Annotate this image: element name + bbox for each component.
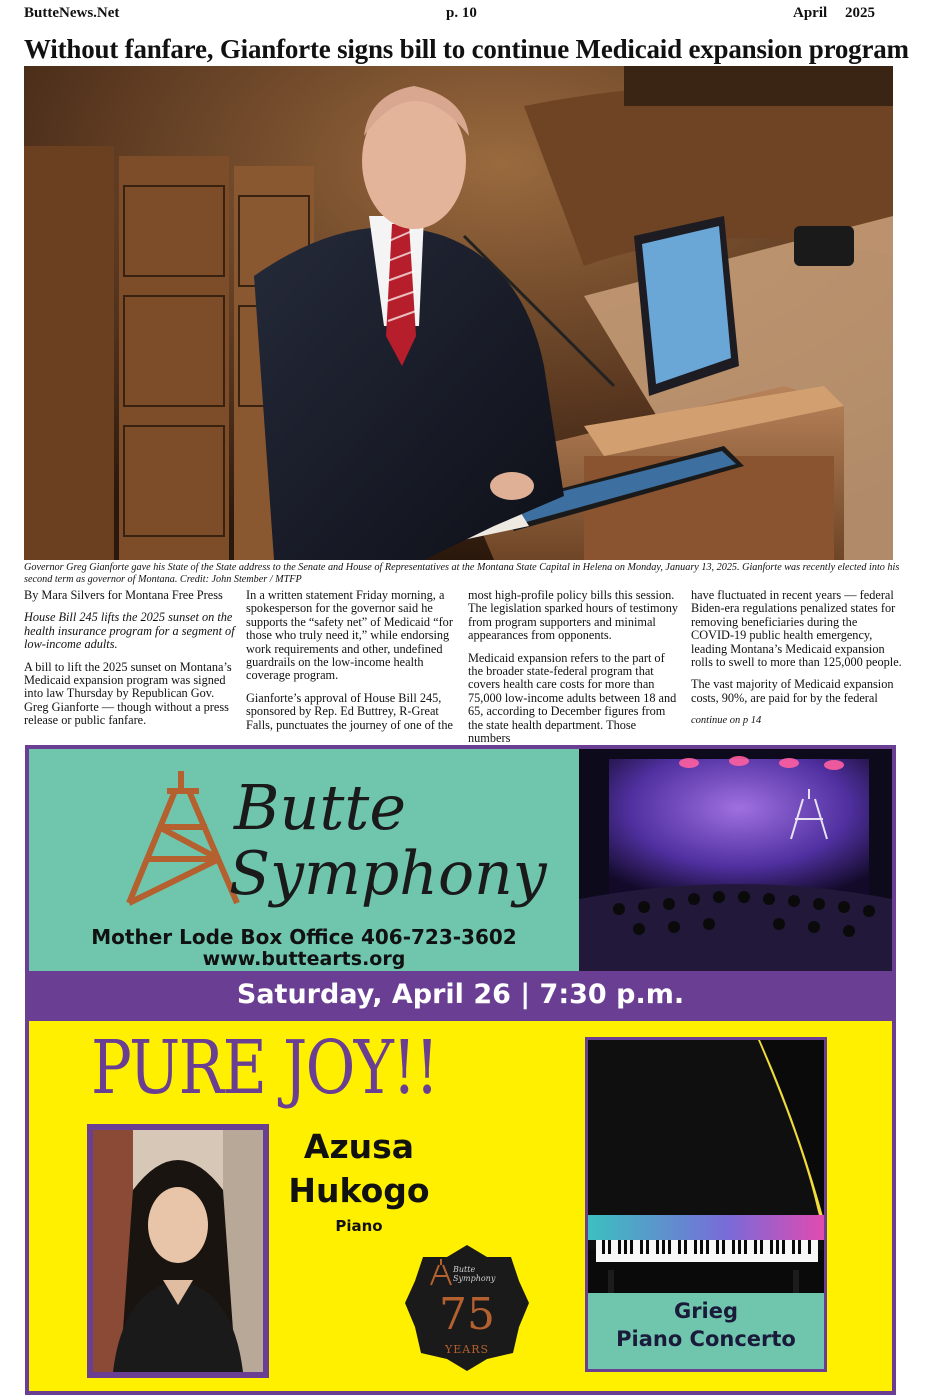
orchestra-photo	[579, 749, 892, 971]
concert-title: PURE JOY!!	[91, 1025, 438, 1111]
badge-org-name: Butte Symphony	[453, 1265, 496, 1283]
site-name: ButteNews.Net	[24, 5, 120, 21]
article-paragraph: A bill to lift the 2025 sunset on Montana’s Medicaid expansion program was signed into law Thursday by Republican Gov. Greg Gianforte — though without a press release or public fanfare.	[24, 659, 232, 728]
concert-datetime: Saturday, April 26 | 7:30 p.m.	[29, 971, 892, 1019]
article-paragraph: most high-profile policy bills this session. The legislation sparked hours of testimony from program supporters and minimal appearances from opponents.	[468, 588, 679, 643]
issue-year: 2025	[845, 5, 875, 21]
artist-first-name: Azusa	[303, 1127, 415, 1166]
photo-caption: Governor Greg Gianforte gave his State of the State address to the Senate and House of Representatives at the Montana State Capital in Helena on Monday, January 13, 2025. Gianforte was recently elected into his second term as governor of Montana. Credit: John Stember / MTFP	[24, 562, 900, 585]
article-column-2	[246, 589, 458, 741]
article-paragraph: have fluctuated in recent years — federal Biden-era regulations penalized states for removing beneficiaries during the COVID-19 public health emergency, leading Montana’s Medicaid expansion rolls to swell to more than 125,000 people.	[691, 588, 902, 670]
article-headline: Without fanfare, Gianforte signs bill to continue Medicaid expansion program	[24, 34, 909, 64]
symphony-name-line1: Butte	[234, 771, 407, 844]
symphony-logo-panel	[29, 749, 579, 971]
symphony-advertisement	[25, 745, 896, 1395]
featured-work	[588, 1297, 824, 1353]
article-column-4	[691, 589, 903, 728]
website-link[interactable]: www.buttearts.org	[202, 948, 406, 970]
issue-month: April	[793, 5, 828, 21]
article-paragraph: In a written statement Friday morning, a spokesperson for the governor said he supports the “safety net” of Medicaid “for those who truly need it,” while endorsing work requirements and other, undefined guardrails on the low-income health coverage program.	[246, 588, 453, 683]
continue-link[interactable]: continue on p 14	[691, 715, 762, 727]
symphony-name-line2: Symphony	[229, 839, 547, 909]
article-column-1	[24, 589, 236, 737]
artist-instrument: Piano	[335, 1217, 383, 1235]
badge-years: YEARS	[444, 1343, 490, 1356]
concert-details-panel	[29, 1021, 892, 1391]
article-paragraph: The vast majority of Medicaid expansion costs, 90%, are paid for by the federal	[691, 677, 894, 705]
badge-number: 75	[439, 1289, 495, 1340]
piano-artwork	[585, 1037, 827, 1372]
piano-illustration	[588, 1040, 824, 1293]
article-column-3	[468, 589, 680, 754]
article-dek: House Bill 245 lifts the 2025 sunset on the health insurance program for a segment of low-income adults.	[24, 610, 235, 652]
article-paragraph: Medicaid expansion refers to the part of the broader state-federal program that covers health care costs for more than 75,000 low-income adults between 18 and 65, according to December figures from the state health department. Those numbers	[468, 650, 677, 746]
artist-portrait	[87, 1124, 269, 1378]
box-office-phone: Mother Lode Box Office 406-723-3602	[91, 925, 517, 949]
article-paragraph: Gianforte’s approval of House Bill 245, sponsored by Rep. Ed Buttrey, R-Great Falls, punctuates the journey of one of the	[246, 690, 453, 732]
anniversary-badge	[403, 1243, 531, 1373]
governor-photo	[24, 66, 893, 560]
work-composer: Grieg	[673, 1299, 739, 1323]
work-title: Piano Concerto	[616, 1327, 796, 1351]
artist-last-name: Hukogo	[288, 1171, 430, 1210]
byline: By Mara Silvers for Montana Free Press	[24, 588, 223, 602]
page-number: p. 10	[446, 5, 477, 21]
